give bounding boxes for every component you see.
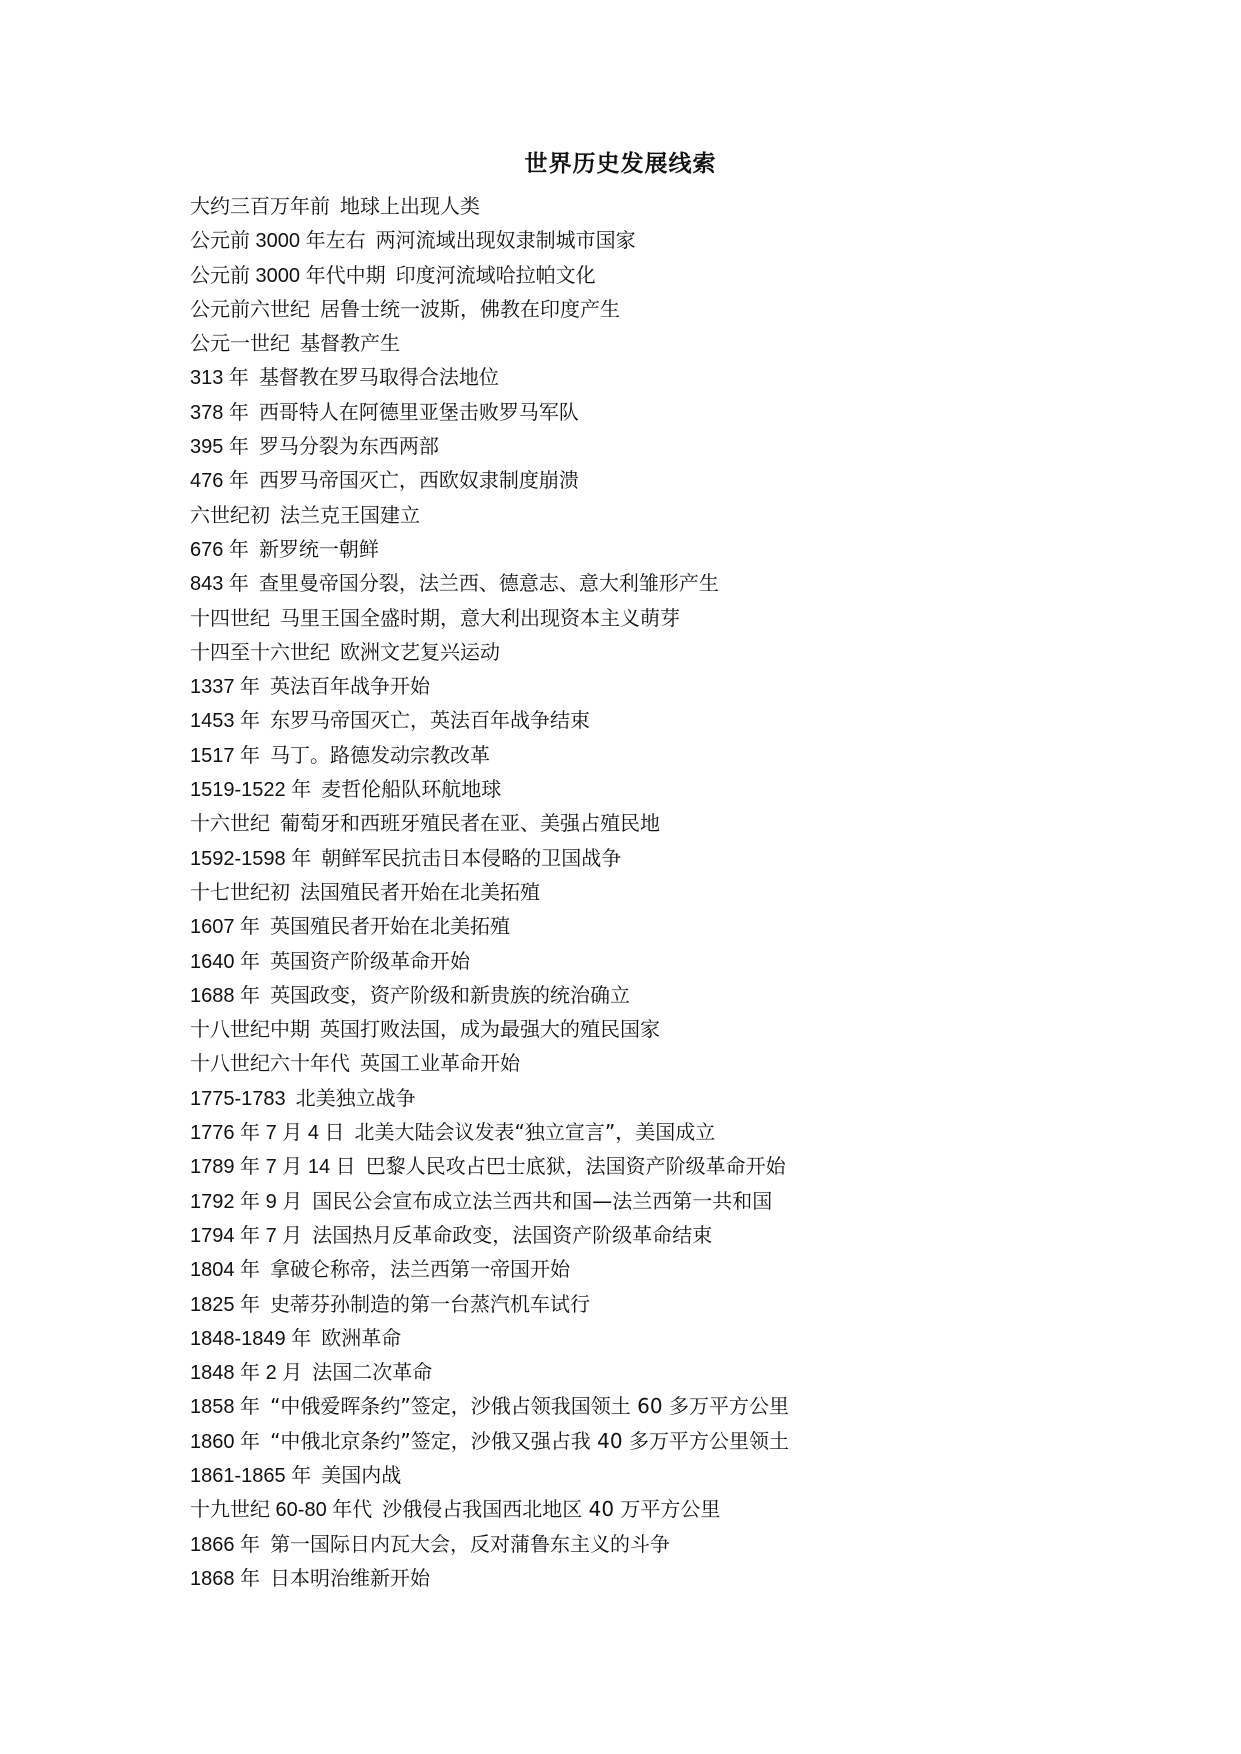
timeline-entry: [190, 1492, 1190, 1526]
entry-event: 英国工业革命开始: [360, 1051, 520, 1076]
timeline-entry: [190, 703, 1190, 737]
timeline-entry: [190, 1458, 1190, 1492]
timeline-entry: [190, 292, 1190, 326]
entry-event: 拿破仑称帝，法兰西第一帝国开始: [270, 1257, 571, 1282]
timeline-entry: [190, 326, 1190, 360]
entry-event: 西哥特人在阿德里亚堡击败罗马军队: [258, 399, 579, 424]
entry-date: 十四至十六世纪: [190, 641, 330, 664]
timeline-entry: [190, 1561, 1190, 1595]
timeline-entry: [190, 1287, 1190, 1321]
timeline-entry: [190, 1115, 1190, 1149]
entry-event: 欧洲革命: [321, 1325, 402, 1350]
entry-event: 国民公会宣布成立法兰西共和国—法兰西第一共和国: [312, 1188, 773, 1213]
timeline-entry: [190, 635, 1190, 669]
entry-event: 沙俄侵占我国西北地区 40 万平方公里: [382, 1497, 721, 1522]
timeline-entry: [190, 806, 1190, 840]
entry-event: 欧洲文艺复兴运动: [340, 639, 500, 664]
timeline-entry: [190, 875, 1190, 909]
entry-event: 印度河流域哈拉帕文化: [395, 262, 596, 287]
timeline-entry: [190, 909, 1190, 943]
entry-event: 查里曼帝国分裂，法兰西、德意志、意大利雏形产生: [258, 571, 719, 596]
entry-event: 英国资产阶级革命开始: [270, 948, 471, 973]
entry-date: 1607 年: [190, 916, 261, 939]
entry-event: 基督教在罗马取得合法地位: [258, 365, 499, 390]
entry-event: 北美大陆会议发表“独立宣言”，美国成立: [354, 1120, 716, 1145]
entry-date: 十六世纪: [190, 813, 270, 836]
entry-date: 十八世纪六十年代: [190, 1053, 350, 1076]
entry-date: 公元前六世纪: [190, 298, 310, 321]
entry-event: 东罗马帝国灭亡，英法百年战争结束: [270, 708, 591, 733]
timeline-entry: [190, 395, 1190, 429]
entry-event: 北美独立战争: [295, 1085, 416, 1110]
entry-event: 马里王国全盛时期，意大利出现资本主义萌芽: [280, 605, 680, 630]
timeline-entry: [190, 1389, 1190, 1423]
timeline-entry: [190, 738, 1190, 772]
entry-event: 罗马分裂为东西两部: [258, 434, 439, 459]
timeline-entry: [190, 532, 1190, 566]
entry-event: 第一国际日内瓦大会，反对蒲鲁东主义的斗争: [270, 1531, 671, 1556]
entry-date: 公元前 3000 年左右: [190, 230, 366, 253]
timeline-entry: [190, 669, 1190, 703]
entry-event: 史蒂芬孙制造的第一台蒸汽机车试行: [270, 1291, 591, 1316]
timeline-entry: [190, 841, 1190, 875]
timeline-entry: [190, 1184, 1190, 1218]
entry-date: 1519-1522 年: [190, 779, 312, 802]
timeline-entry: [190, 1424, 1190, 1458]
entry-date: 大约三百万年前: [190, 196, 330, 218]
entry-date: 1868 年: [190, 1567, 261, 1590]
timeline-entry: [190, 772, 1190, 806]
timeline-entry: [190, 429, 1190, 463]
timeline-entry: [190, 978, 1190, 1012]
entry-date: 1453 年: [190, 710, 261, 733]
entry-date: 313 年: [190, 367, 249, 390]
entry-event: 巴黎人民攻占巴士底狱，法国资产阶级革命开始: [365, 1154, 786, 1179]
timeline-entry: [190, 1527, 1190, 1561]
entry-date: 十四世纪: [190, 607, 270, 630]
entry-date: 十七世纪初: [190, 881, 290, 904]
timeline-entry: [190, 1046, 1190, 1080]
entry-date: 1804 年: [190, 1259, 261, 1282]
entry-event: 英国打败法国，成为最强大的殖民国家: [320, 1017, 660, 1042]
entry-date: 1794 年 7 月: [190, 1224, 303, 1247]
entry-event: 法国殖民者开始在北美拓殖: [300, 879, 540, 904]
timeline-entry: [190, 1355, 1190, 1389]
entry-event: 法兰克王国建立: [280, 502, 420, 527]
entry-date: 1848-1849 年: [190, 1327, 312, 1350]
entry-event: 新罗统一朝鲜: [258, 536, 379, 561]
timeline-entry: [190, 1012, 1190, 1046]
entry-event: 英国殖民者开始在北美拓殖: [270, 914, 511, 939]
entry-date: 395 年: [190, 436, 249, 459]
entry-date: 1866 年: [190, 1533, 261, 1556]
entry-date: 1775-1783: [190, 1087, 286, 1110]
entry-event: 英法百年战争开始: [270, 674, 431, 699]
entry-date: 1861-1865 年: [190, 1464, 312, 1487]
entry-event: 日本明治维新开始: [270, 1565, 431, 1590]
timeline-entry: [190, 498, 1190, 532]
entry-date: 公元前 3000 年代中期: [190, 264, 386, 287]
entry-event: 葡萄牙和西班牙殖民者在亚、美强占殖民地: [280, 811, 660, 836]
entry-date: 1517 年: [190, 744, 261, 767]
entry-event: 地球上出现人类: [340, 194, 480, 218]
entry-date: 六世纪初: [190, 504, 270, 527]
entry-event: 基督教产生: [300, 331, 400, 356]
entry-date: 1792 年 9 月: [190, 1190, 303, 1213]
entry-event: 马丁。路德发动宗教改革: [270, 742, 491, 767]
entry-event: 居鲁士统一波斯，佛教在印度产生: [320, 296, 620, 321]
entry-date: 1337 年: [190, 676, 261, 699]
entry-date: 676 年: [190, 538, 249, 561]
timeline-entry: [190, 1081, 1190, 1115]
timeline-entry: [190, 1321, 1190, 1355]
entry-date: 843 年: [190, 573, 249, 596]
timeline-entry: [190, 189, 1190, 223]
entry-date: 1789 年 7 月 14 日: [190, 1156, 356, 1179]
entry-date: 公元一世纪: [190, 333, 290, 356]
entry-date: 十九世纪 60-80 年代: [190, 1499, 373, 1522]
timeline-list: [190, 189, 1190, 1595]
timeline-entry: [190, 566, 1190, 600]
entry-event: 美国内战: [321, 1462, 402, 1487]
entry-date: 1592-1598 年: [190, 847, 312, 870]
timeline-entry: [190, 944, 1190, 978]
entry-event: 法国热月反革命政变，法国资产阶级革命结束: [312, 1222, 713, 1247]
timeline-entry: [190, 1218, 1190, 1252]
entry-date: 476 年: [190, 470, 249, 493]
entry-event: 西罗马帝国灭亡，西欧奴隶制度崩溃: [258, 468, 579, 493]
entry-date: 1825 年: [190, 1293, 261, 1316]
timeline-entry: [190, 601, 1190, 635]
timeline-entry: [190, 258, 1190, 292]
entry-date: 十八世纪中期: [190, 1019, 310, 1042]
entry-event: 麦哲伦船队环航地球: [321, 777, 502, 802]
entry-event: 英国政变，资产阶级和新贵族的统治确立: [270, 982, 631, 1007]
entry-date: 1776 年 7 月 4 日: [190, 1122, 345, 1145]
entry-event: 两河流域出现奴隶制城市国家: [375, 228, 636, 253]
entry-date: 1860 年: [190, 1430, 261, 1453]
timeline-entry: [190, 360, 1190, 394]
entry-date: 1848 年 2 月: [190, 1362, 303, 1385]
entry-date: 378 年: [190, 401, 249, 424]
timeline-entry: [190, 463, 1190, 497]
entry-event: “中俄北京条约”签定，沙俄又强占我 40 多万平方公里领土: [270, 1428, 789, 1453]
entry-date: 1858 年: [190, 1396, 261, 1419]
timeline-entry: [190, 1149, 1190, 1183]
timeline-entry: [190, 1252, 1190, 1286]
entry-date: 1640 年: [190, 950, 261, 973]
entry-event: 朝鲜军民抗击日本侵略的卫国战争: [321, 845, 622, 870]
entry-event: “中俄爱晖条约”签定，沙俄占领我国领土 60 多万平方公里: [270, 1394, 789, 1419]
timeline-entry: [190, 223, 1190, 257]
entry-date: 1688 年: [190, 984, 261, 1007]
page-title: 世界历史发展线索: [524, 151, 717, 177]
entry-event: 法国二次革命: [312, 1360, 433, 1385]
